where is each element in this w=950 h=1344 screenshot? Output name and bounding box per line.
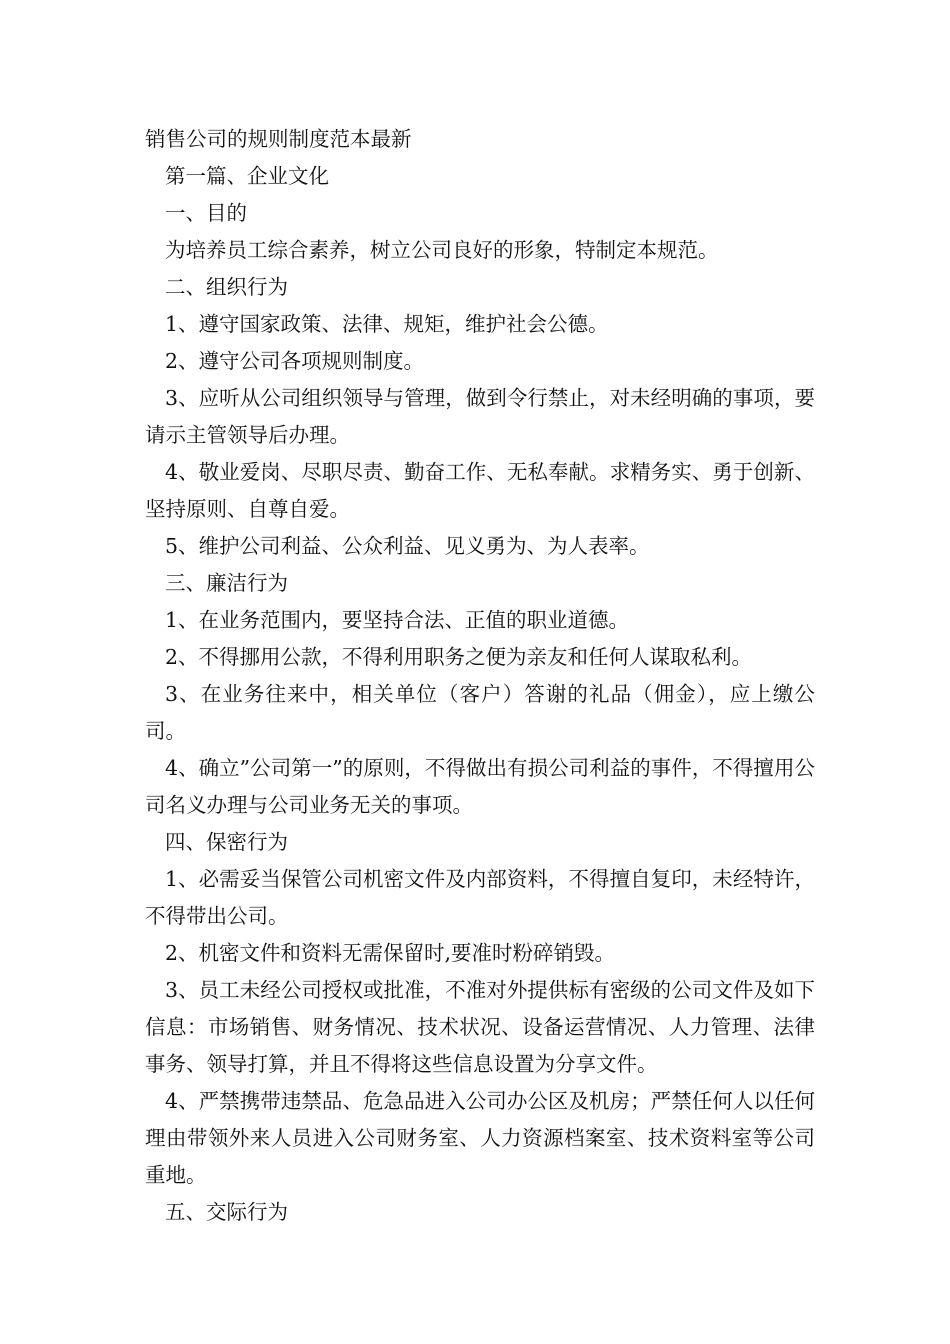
- document-page: [145, 121, 815, 1231]
- section-heading: 四、保密行为: [165, 830, 288, 854]
- list-item: 2、不得挪用公款，不得利用职务之便为亲友和任何人谋取私利。: [165, 645, 753, 669]
- section-heading: 五、交际行为: [165, 1200, 288, 1224]
- chapter-heading: 第一篇、企业文化: [165, 164, 329, 188]
- list-item: 4、严禁携带违禁品、危急品进入公司办公区及机房；严禁任何人以任何理由带领外来人员进入公司财务室、人力资源档案室、技术资料室等公司重地。: [145, 1089, 815, 1187]
- list-item: 3、在业务往来中，相关单位（客户）答谢的礼品（佣金），应上缴公司。: [145, 682, 815, 743]
- list-item: 1、遵守国家政策、法律、规矩，维护社会公德。: [165, 312, 609, 336]
- section-heading: 三、廉洁行为: [165, 571, 288, 595]
- list-item: 2、遵守公司各项规则制度。: [165, 349, 425, 373]
- section-heading: 一、目的: [165, 201, 247, 225]
- list-item: 4、敬业爱岗、尽职尽责、勤奋工作、无私奉献。求精务实、勇于创新、坚持原则、自尊自爱。: [145, 460, 815, 521]
- list-item: 3、应听从公司组织领导与管理，做到令行禁止，对未经明确的事项，要请示主管领导后办理。: [145, 386, 815, 447]
- list-item: 1、必需妥当保管公司机密文件及内部资料，不得擅自复印，未经特许，不得带出公司。: [145, 867, 815, 928]
- list-item: 5、维护公司利益、公众利益、见义勇为、为人表率。: [165, 534, 650, 558]
- body-paragraph: 为培养员工综合素养，树立公司良好的形象，特制定本规范。: [165, 238, 719, 262]
- list-item: 2、机密文件和资料无需保留时,要准时粉碎销毁。: [165, 941, 616, 965]
- list-item: 1、在业务范围内，要坚持合法、正值的职业道德。: [165, 608, 630, 632]
- document-title: 销售公司的规则制度范本最新: [145, 127, 412, 151]
- section-heading: 二、组织行为: [165, 275, 288, 299]
- list-item: 4、确立”公司第一”的原则，不得做出有损公司利益的事件，不得擅用公司名义办理与公司业务无关的事项。: [145, 756, 815, 817]
- list-item: 3、员工未经公司授权或批准，不准对外提供标有密级的公司文件及如下信息：市场销售、财务情况、技术状况、设备运营情况、人力管理、法律事务、领导打算，并且不得将这些信息设置为分享文件。: [145, 978, 815, 1076]
